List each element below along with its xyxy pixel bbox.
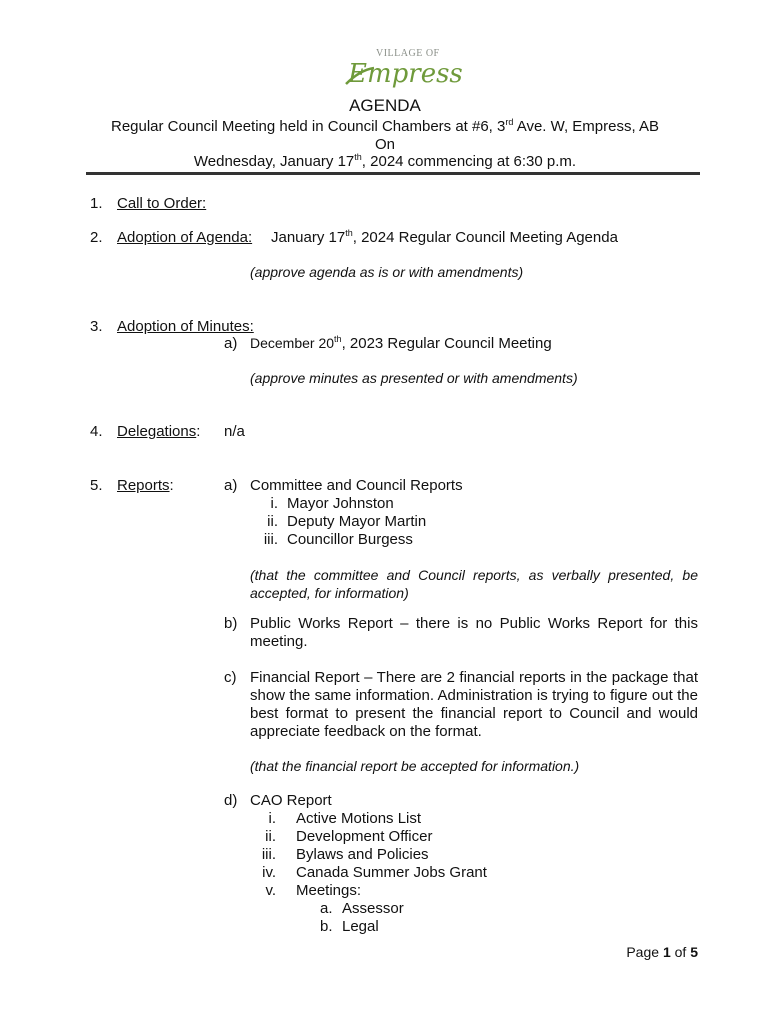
report-a-sub-3-number: iii. [263, 531, 278, 548]
meeting-b-number: b. [320, 918, 333, 935]
logo-script-text: Empress [348, 59, 463, 89]
item-4-number: 4. [90, 423, 103, 440]
report-d-sub-3-number: iii. [261, 846, 276, 863]
report-d-sub-4-text: Canada Summer Jobs Grant [296, 864, 487, 881]
report-d-sub-2-text: Development Officer [296, 828, 433, 845]
report-d-sub-4-number: iv. [262, 864, 276, 881]
item-3-number: 3. [90, 318, 103, 335]
item-2-number: 2. [90, 229, 103, 246]
logo-top-text: VILLAGE OF [376, 48, 440, 59]
meeting-date-line: Wednesday, January 17th, 2024 commencing at 6:30 p.m. [193, 152, 577, 170]
item-4-label: Delegations: [117, 423, 201, 440]
report-a-sub-1-number: i. [270, 495, 278, 512]
item-5-label: Reports: [117, 477, 174, 494]
report-b-text: Public Works Report – there is no Public Works Report for this meeting. [250, 615, 698, 650]
report-a-letter: a) [224, 477, 238, 494]
item-1-label: Call to Order: [117, 195, 207, 212]
report-d-sub-1-text: Active Motions List [296, 810, 422, 827]
item-2-description: January 17th, 2024 Regular Council Meeting Agenda [271, 228, 618, 246]
item-3-label: Adoption of Minutes: [117, 318, 254, 335]
meeting-a-number: a. [320, 900, 333, 917]
report-d-sub-1-number: i. [268, 810, 276, 827]
meeting-location-line: Regular Council Meeting held in Council Chambers at #6, 3rd Ave. W, Empress, AB [110, 117, 660, 135]
report-a-sub-3-text: Councillor Burgess [287, 531, 413, 548]
meeting-a-text: Assessor [342, 900, 404, 917]
item-1-number: 1. [90, 195, 103, 212]
report-d-title: CAO Report [250, 792, 332, 809]
item-2-note: (approve agenda as is or with amendments) [250, 264, 524, 280]
report-d-sub-3-text: Bylaws and Policies [296, 846, 429, 863]
item-5-number: 5. [90, 477, 103, 494]
meeting-b-text: Legal [342, 918, 379, 935]
report-a-note: (that the committee and Council reports, as verbally presented, be accepted, for information) [250, 567, 698, 601]
item-3-note: (approve minutes as presented or with amendments) [250, 370, 578, 386]
report-b-letter: b) [224, 615, 238, 632]
report-a-title: Committee and Council Reports [250, 477, 463, 494]
item-2-label: Adoption of Agenda: [117, 229, 253, 246]
report-a-sub-2-number: ii. [267, 513, 278, 530]
report-d-sub-5-text: Meetings: [296, 882, 362, 899]
report-d-sub-5-number: v. [265, 882, 276, 899]
header-divider [86, 172, 700, 175]
header-on-line: On [374, 136, 395, 153]
village-of-empress-logo [340, 44, 463, 92]
report-a-sub-2-text: Deputy Mayor Martin [287, 513, 427, 530]
report-d-letter: d) [224, 792, 238, 809]
logo-graphic [340, 44, 463, 92]
report-c-text: Financial Report – There are 2 financial reports in the package that show the same information. Administration is trying to figure out the best format to present the financial report to Council and would appreciate feedback on the format. [250, 669, 698, 740]
report-c-note: (that the financial report be accepted for information.) [250, 758, 580, 774]
report-a-sub-1-text: Mayor Johnston [287, 495, 394, 512]
report-c-letter: c) [224, 669, 237, 686]
item-4-value: n/a [224, 423, 245, 440]
item-3a-letter: a) [224, 335, 238, 352]
report-d-sub-2-number: ii. [265, 828, 276, 845]
page-number-footer: Page 1 of 5 [626, 944, 698, 960]
item-3a-text: December 20th, 2023 Regular Council Meeting [250, 334, 552, 352]
agenda-title: AGENDA [349, 96, 421, 115]
